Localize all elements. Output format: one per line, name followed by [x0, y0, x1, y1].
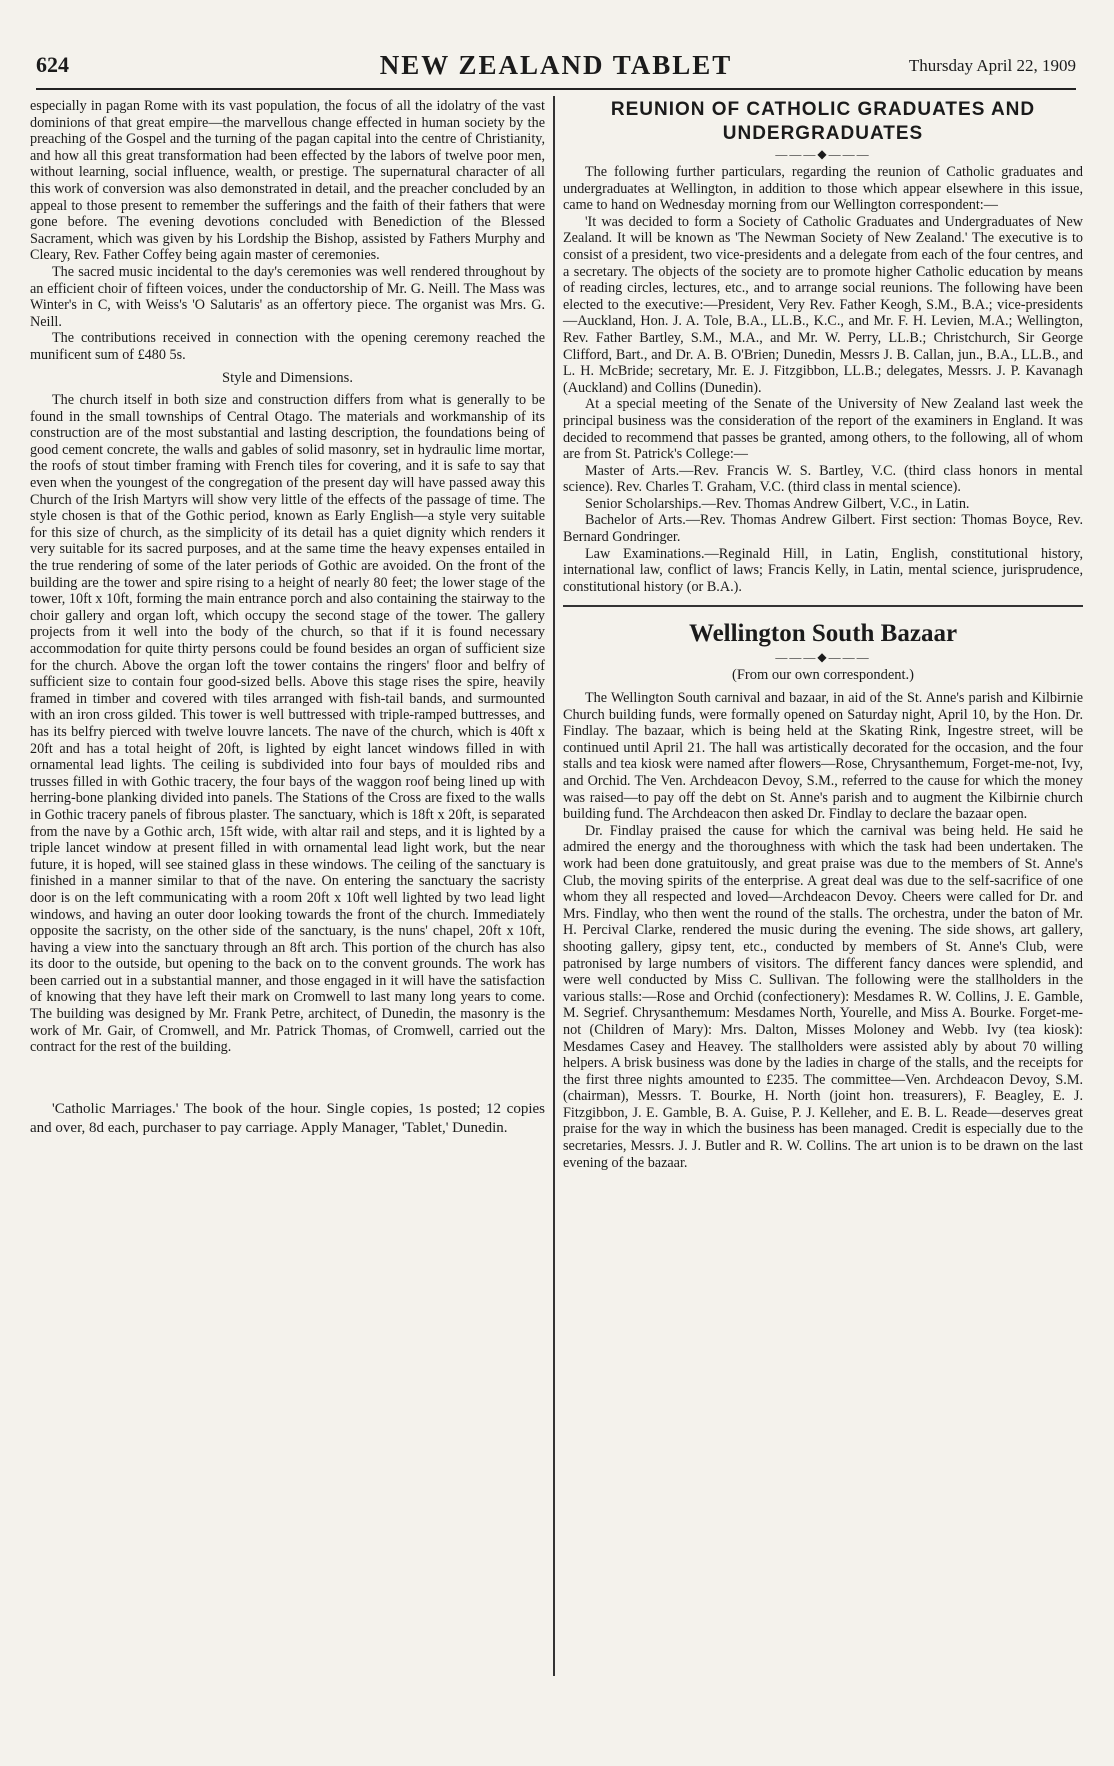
article-separator: [563, 605, 1083, 607]
article-paragraph: Law Examinations.—Reginald Hill, in Latin, English, constitutional history, international law, conflict of laws; Francis Kelly, in Latin, mental science, jurisprudence, constitutional history (or B.A.).: [563, 545, 1083, 595]
section-subheading: Style and Dimensions.: [222, 369, 353, 386]
advert-text: 'Catholic Marriages.' The book of the hour. Single copies, 1s posted; 12 copies and over, 8d each, purchaser to pay carriage. Apply Manager, 'Tablet,' Dunedin.: [30, 1100, 545, 1136]
article-paragraph: The Wellington South carnival and bazaar, in aid of the St. Anne's parish and Kilbirnie Church building funds, were formally opened on Saturday night, April 10, by the Hon. Dr. Findlay. The bazaar, which is being held at the Skating Rink, Ingestre street, will be continued until April 21. The hall was artistically decorated for the occasion, and the four stalls and tea kiosk were named after flowers—Rose, Chrysanthemum, Forget-me-not, Ivy, and Orchid. The Ven. Archdeacon Devoy, S.M., referred to the cause for which the money was raised—to pay off the debt on St. Anne's parish and to augment the Kilbirnie church building fund. The Archdeacon then asked Dr. Findlay to declare the bazaar open.: [563, 690, 1083, 823]
column-divider: [553, 96, 555, 1676]
article-paragraph: 'It was decided to form a Society of Catholic Graduates and Undergraduates of New Zealand. It will be known as 'The Newman Society of New Zealand.' The executive is to consist of a president, two vice-presidents and a delegate from each of the four centres, and a secretary. The objects of the society are to promote higher Catholic education by means of reading circles, lectures, etc., and to arrange social reunions. The following have been elected to the executive:—President, Very Rev. Father Keogh, S.M., B.A.; vice-presidents—Auckland, Hon. J. A. Tole, B.A., LL.B., K.C., and Mr. F. H. Levien, M.A.; Wellington, Rev. Father Bartley, S.M., M.A., and Mr. W. Perry, LL.B.; Christchurch, Sir George Clifford, Bart., and Dr. A. B. O'Brien; Dunedin, Messrs J. B. Callan, jun., B.A., LL.B., and L. H. McBride; secretary, Mr. E. J. Fitzgibbon, LL.B.; delegates, Messrs. J. P. Kavanagh (Auckland) and Collins (Dunedin).: [563, 213, 1083, 396]
issue-date: Thursday April 22, 1909: [908, 56, 1076, 75]
ornament-divider: ———◆———: [775, 147, 871, 161]
article-paragraph: Senior Scholarships.—Rev. Thomas Andrew Gilbert, V.C., in Latin.: [585, 495, 970, 512]
article-paragraph: The following further particulars, regarding the reunion of Catholic graduates and undergraduates at Wellington, in addition to those which appear elsewhere in this issue, came to hand on Wednesday morning from our Wellington correspondent:—: [563, 164, 1083, 214]
header-rule: [36, 88, 1076, 90]
page-header: [36, 52, 1076, 82]
masthead-title: NEW ZEALAND TABLET: [379, 50, 733, 80]
page-number: 624: [36, 52, 69, 77]
right-column: [563, 98, 1083, 1171]
article-paragraph: Bachelor of Arts.—Rev. Thomas Andrew Gilbert. First section: Thomas Boyce, Rev. Bernard Gondringer.: [563, 512, 1083, 546]
article-headline: REUNION OF CATHOLIC GRADUATES AND UNDERGRADUATES: [610, 99, 1036, 144]
article-headline: Wellington South Bazaar: [688, 620, 958, 648]
article-paragraph: Master of Arts.—Rev. Francis W. S. Bartley, V.C. (third class honors in mental science). Rev. Charles T. Graham, V.C. (third class in mental science).: [563, 462, 1083, 496]
left-column: [30, 98, 545, 1138]
ornament-divider: ———◆———: [775, 650, 871, 665]
article-paragraph: The sacred music incidental to the day's ceremonies was well rendered throughout by an efficient choir of fifteen voices, under the conductorship of Mr. G. Neill. The Mass was Winter's in C, with Weiss's 'O Salutaris' as an offertory piece. The organist was Mrs. G. Neill.: [30, 263, 545, 330]
advertisement: [30, 1100, 545, 1138]
article-paragraph: The church itself in both size and construction differs from what is generally to be found in the small townships of Central Otago. The materials and workmanship of its construction are of the most substantial and lasting description, the foundations being of good cement concrete, the walls and gables of solid masonry, set in hydraulic lime mortar, the roofs of stout timber framing with French tiles for covering, and it is safe to say that even when the youngest of the congregation of the present day will have passed away this Church of the Irish Martyrs will show very little of the effects of the passage of time. The style chosen is that of the Gothic period, known as Early English—a style very suitable for this size of church, as the simplicity of its detail has a quiet dignity which renders it very suitable for its sacred purposes, and at the same time the heavy expenses entailed in the true rendering of some of the later periods of Gothic are avoided. On the front of the building are the tower and spire rising to a height of nearly 80 feet; the lower stage of the tower, 10ft x 10ft, forming the main entrance porch and also containing the stairway to the choir gallery and organ loft, which occupy the second stage of the tower. The gallery projects from it well into the body of the church, so that if it is found necessary accommodation for quite thirty persons could be found besides an organ of sufficient size for the church. Above the organ loft the tower contains the ringers' floor and belfry of sufficient size to contain four good-sized bells. Above this stage rises the spire, heavily framed in timber and covered with tiles arranged with fish-tail bands, and surmounted with an iron cross gilded. This tower is well buttressed with triple-ramped buttresses, and has its belfry pierced with twelve louvre lancets. The nave of the church, which is 40ft x 20ft and has a total height of 20ft, is lighted by eight lancet windows filled in with ornamental lead lights. The ceiling is subdivided into four bays of moulded ribs and trusses filled in with Gothic tracery, the four bays of the waggon roof being lined up with herring-bone planking divided into panels. The Stations of the Cross are fixed to the walls in Gothic tracery panels of fibrous plaster. The sanctuary, which is 18ft x 20ft, is separated from the nave by a Gothic arch, 15ft wide, with altar rail and steps, and it is lighted by a triple lancet window at present filled in with ornamental lead light work, but the near future, it is hoped, will see stained glass in these windows. The ceiling of the sanctuary is finished in a manner similar to that of the nave. On entering the sanctuary the sacristy door is on the left communicating with a room 20ft x 10ft well lighted by two lead light windows, and having an outer door looking towards the front of the church. Immediately opposite the sacristy, on the other side of the sanctuary, is the nuns' chapel, 20ft x 10ft, having a view into the sanctuary through an 8ft arch. This portion of the church has also its door to the outside, but opening to the back on to the convent grounds. The work has been carried out in a substantial manner, and those engaged in it will have the satisfaction of knowing that they have left their mark on Cromwell to last many long years to come. The building was designed by Mr. Frank Petre, architect, of Dunedin, the masonry is the work of Mr. Gair, of Cromwell, and Mr. Patrick Thomas, of Cromwell, carried out the contract for the rest of the building.: [30, 392, 545, 1056]
article-paragraph: Dr. Findlay praised the cause for which the carnival was being held. He said he admired the energy and the thoroughness with which the task had been undertaken. The work had been done gratuitously, and great praise was due to the members of St. Anne's Club, the moving spirits of the enterprise. A great deal was due to the self-sacrifice of one whom they all respected and loved—Archdeacon Devoy. Cheers were called for Dr. and Mrs. Findlay, who then went the round of the stalls. The orchestra, under the baton of Mr. H. Percival Clarke, rendered the music during the evening. The side shows, art gallery, shooting gallery, gipsy tent, etc., conducted by members of St. Anne's Club, were patronised by large numbers of visitors. The different fancy dances were splendid, and were well conducted by Miss C. Sullivan. The following were the stallholders in the various stalls:—Rose and Orchid (confectionery): Mesdames R. W. Collins, J. E. Gamble, M. Segrief. Chrysanthemum: Mesdames North, Yourelle, and Miss A. Bourke. Forget-me-not (Children of Mary): Mrs. Dalton, Misses Moloney and Webb. Ivy (tea kiosk): Mesdames Casey and Heavey. The stallholders were assisted ably by about 70 willing helpers. A brisk business was done by the ladies in charge of the stalls, and the receipts for the first three nights amounted to £235. The committee—Ven. Archdeacon Devoy, S.M. (chairman), Messrs. T. Bourke, H. North (joint hon. treasurers), F. Beagley, E. J. Fitzgibbon, J. E. Gamble, B. A. Guise, P. J. Kelleher, and E. B. L. Reade—deserves great praise for the way in which the business has been managed. Credit is especially due to the secretaries, Messrs. J. J. Butler and R. W. Collins. The art union is to be drawn on the last evening of the bazaar.: [563, 822, 1083, 1171]
byline: (From our own correspondent.): [731, 667, 914, 684]
article-paragraph: especially in pagan Rome with its vast population, the focus of all the idolatry of the vast dominions of that great empire—the marvellous change effected in human society by the preaching of the Gospel and the turning of the pagan capital into the centre of Christianity, and how all this great transformation had been effected by the labors of twelve poor men, without learning, social influence, wealth, or prestige. The supernatural character of all this work of conversion was also demonstrated in detail, and the preacher concluded by an appeal to those present to remember the sufferings and the faith of their fathers that were gone before. The evening devotions concluded with Benediction of the Blessed Sacrament, which was given by his Lordship the Bishop, assisted by Fathers Murphy and Cleary, Rev. Father Coffey being again master of ceremonies.: [30, 98, 545, 264]
article-paragraph: The contributions received in connection with the opening ceremony reached the munificent sum of £480 5s.: [30, 330, 545, 363]
article-paragraph: At a special meeting of the Senate of the University of New Zealand last week the principal business was the consideration of the report of the examiners in England. It was decided to recommend that passes be granted, among others, to the following, all of whom are from St. Patrick's College:—: [563, 396, 1083, 463]
